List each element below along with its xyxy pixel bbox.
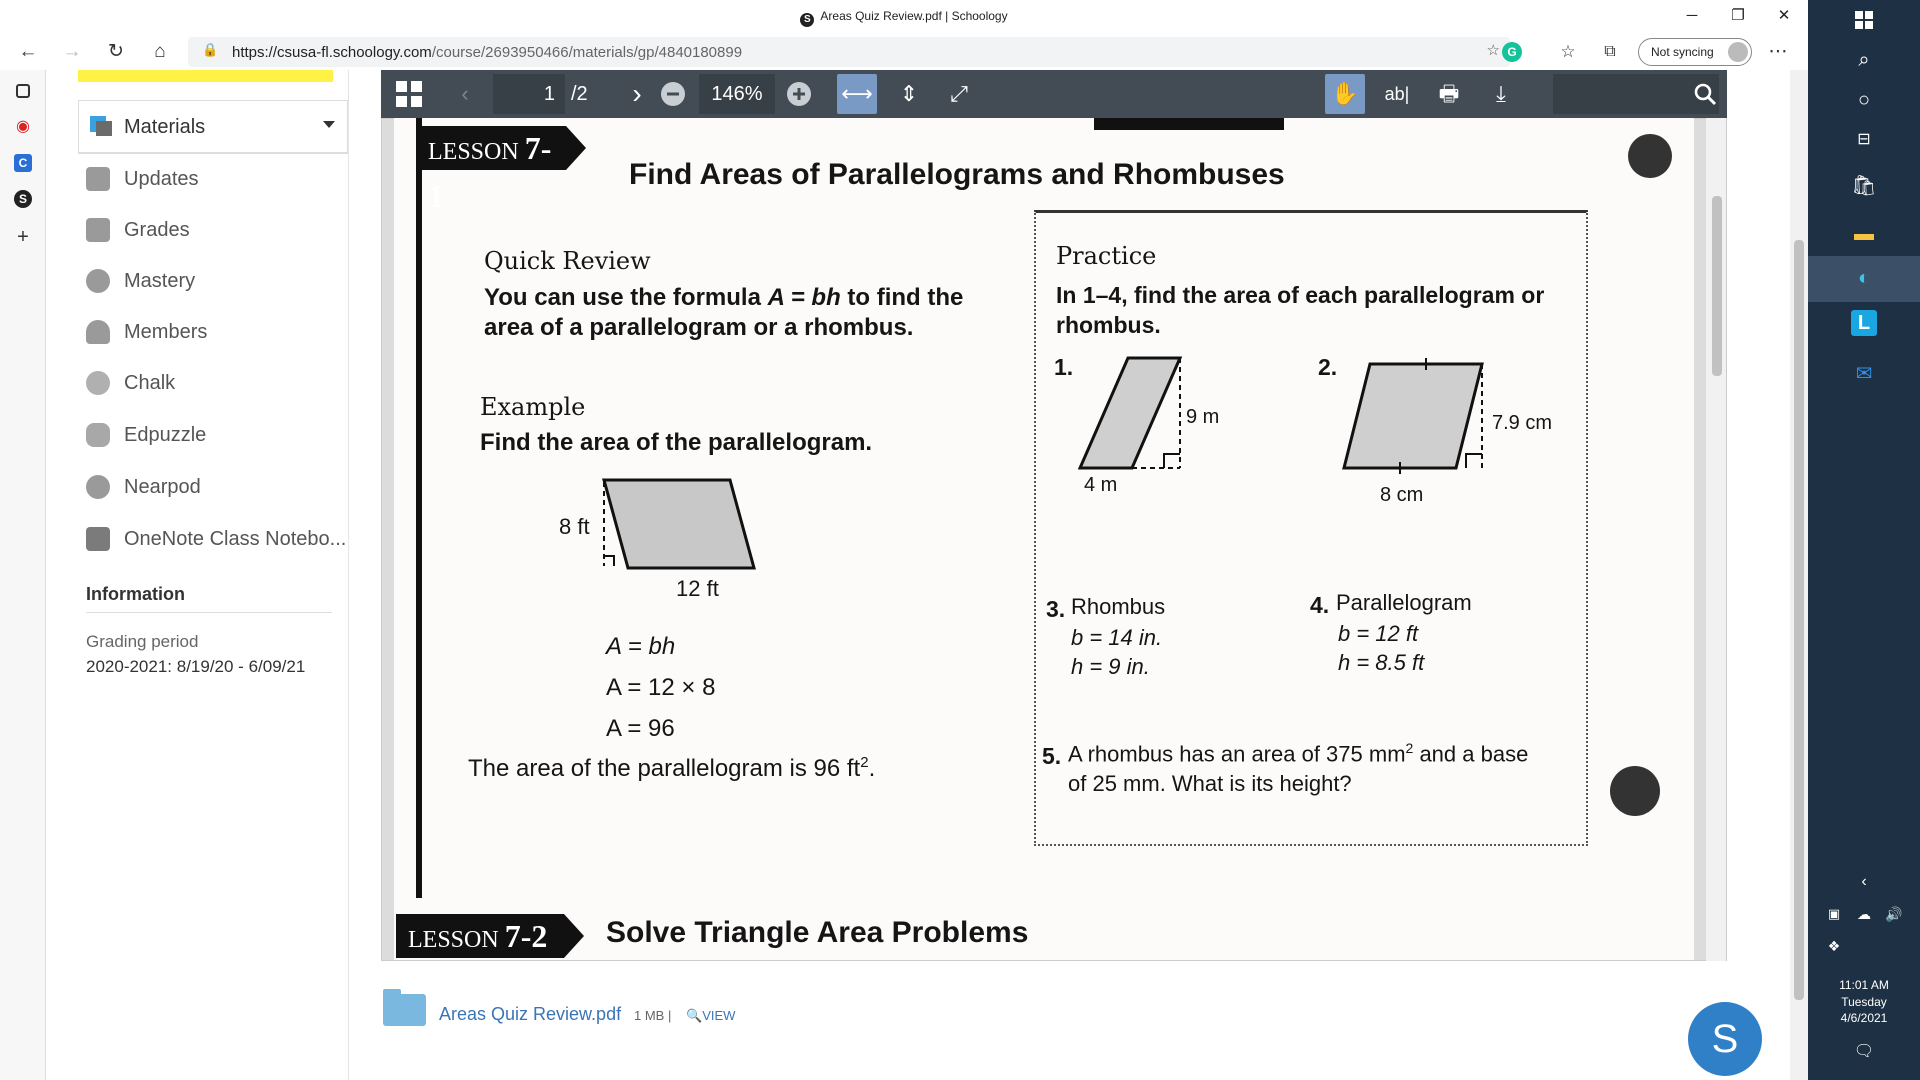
problem-1-number: 1.: [1054, 354, 1074, 380]
example-parallelogram: [594, 478, 764, 578]
tab-actions-icon[interactable]: [16, 84, 30, 98]
quick-review-line1: You can use the formula A = bh to find the: [484, 284, 964, 311]
schoology-tab-icon[interactable]: S: [14, 190, 32, 208]
taskbar-day[interactable]: Tuesday: [1841, 995, 1887, 1009]
nav-item-label: Edpuzzle: [124, 424, 207, 446]
nav-item-label: Mastery: [124, 270, 196, 292]
task-view-icon[interactable]: ⊟: [1857, 131, 1871, 148]
browser-toolbar: [0, 34, 1808, 70]
problem-4-height: h = 8.5 ft: [1338, 650, 1425, 675]
problem-3-height: h = 9 in.: [1071, 654, 1150, 679]
nav-divider: [348, 70, 349, 1080]
search-icon[interactable]: [1685, 74, 1725, 114]
nav-item-label: Chalk: [124, 372, 176, 394]
meet-now-icon[interactable]: ▣: [1827, 906, 1841, 921]
lesson-7-1-title: Find Areas of Parallelograms and Rhombuses: [629, 158, 1285, 191]
example-base-label: 12 ft: [676, 576, 719, 601]
edpuzzle-icon: [86, 423, 110, 447]
nav-item-updates[interactable]: [78, 158, 348, 198]
previous-page-icon[interactable]: ‹: [461, 81, 469, 106]
favorite-star-icon[interactable]: ☆: [1486, 42, 1500, 59]
mastery-icon: [86, 269, 110, 293]
members-icon: [86, 320, 110, 344]
problem-2-height-label: 7.9 cm: [1492, 412, 1553, 434]
taskbar-time[interactable]: 11:01 AM: [1839, 978, 1889, 992]
header-art-fragment: [1094, 118, 1284, 130]
c-extension-icon[interactable]: C: [14, 154, 32, 172]
windows-taskbar: [1808, 0, 1920, 1080]
grades-icon: [86, 218, 110, 242]
file-size: 1 MB |: [634, 1008, 672, 1023]
zoom-level-input[interactable]: 146%: [699, 74, 775, 114]
pdf-scrollbar[interactable]: [1706, 118, 1726, 961]
practice-instructions-line2: rhombus.: [1056, 312, 1161, 338]
problem-5-number: 5.: [1042, 743, 1062, 769]
pdf-toolbar: [381, 70, 1727, 118]
practice-instructions-line1: In 1–4, find the area of each parallelogram or: [1056, 282, 1545, 308]
binder-hole-icon: [1628, 134, 1672, 178]
problem-5-line1: A rhombus has an area of 375 $mm^2$ and a base: [1068, 740, 1529, 767]
practice-heading: Practice: [1056, 242, 1157, 270]
dropbox-icon[interactable]: ❖: [1827, 938, 1841, 954]
example-step-3: A = 96: [606, 715, 675, 742]
profile-avatar-icon: [1728, 42, 1748, 62]
fullscreen-icon[interactable]: ⤢: [950, 81, 968, 106]
problem-3-number: 3.: [1046, 596, 1066, 622]
materials-icon: [89, 115, 113, 137]
restore-button[interactable]: ❐: [1731, 7, 1745, 24]
hand-tool-icon[interactable]: ✋: [1325, 74, 1365, 114]
example-conclusion: The area of the parallelogram is 96 $ft^2$.: [468, 754, 876, 782]
grading-period-label: Grading period: [86, 632, 199, 651]
more-menu-icon[interactable]: ⋯: [1768, 41, 1788, 62]
grading-period-value: 2020-2021: 8/19/20 - 6/09/21: [86, 657, 306, 676]
file-explorer-icon[interactable]: ▬: [1854, 223, 1874, 245]
file-name-link[interactable]: Areas Quiz Review.pdf: [439, 1004, 622, 1024]
information-divider: [86, 612, 332, 613]
updates-icon: [86, 167, 110, 191]
back-icon[interactable]: ←: [18, 41, 38, 62]
lock-icon: 🔒: [202, 42, 219, 57]
lesson-side-rule: [416, 118, 422, 898]
problem-3-base: b = 14 in.: [1071, 625, 1163, 650]
volume-icon[interactable]: 🔊: [1885, 906, 1903, 922]
problem-2-number: 2.: [1318, 354, 1338, 380]
problem-4-base: b = 12 ft: [1338, 621, 1419, 646]
nav-item-members[interactable]: [78, 311, 348, 351]
magnifier-icon: 🔍: [686, 1008, 703, 1023]
nav-item-label: Updates: [124, 168, 199, 190]
nav-item-mastery[interactable]: [78, 260, 348, 300]
record-extension-icon[interactable]: ◉: [16, 118, 30, 135]
nav-materials-label: Materials: [124, 116, 206, 138]
text-select-icon[interactable]: ab|: [1384, 84, 1410, 104]
search-icon[interactable]: ⌕: [1858, 49, 1870, 71]
download-icon[interactable]: ⤓: [1496, 81, 1506, 106]
profile-button[interactable]: Not syncing: [1638, 38, 1752, 66]
nav-item-onenote[interactable]: [78, 518, 348, 558]
page-scrollbar-thumb[interactable]: [1794, 240, 1804, 1000]
example-step-2: A = 12 × 8: [606, 674, 716, 701]
fit-page-icon[interactable]: ⇕: [899, 81, 919, 106]
page-scrollbar[interactable]: [1790, 70, 1808, 1080]
nav-item-label: OneNote Class Notebo...: [124, 528, 347, 550]
lanschool-icon[interactable]: L: [1851, 310, 1877, 336]
add-tab-icon[interactable]: +: [17, 226, 29, 248]
print-icon[interactable]: 🖶: [1438, 81, 1460, 106]
notifications-icon[interactable]: 🗨: [1853, 1043, 1875, 1060]
schoology-help-button[interactable]: S: [1688, 1002, 1762, 1076]
lesson-7-2-title: Solve Triangle Area Problems: [606, 916, 1029, 949]
collections-icon[interactable]: ⧉: [1604, 43, 1616, 60]
example-height-label: 8 ft: [559, 514, 590, 539]
nav-item-edpuzzle[interactable]: [78, 414, 348, 454]
problem-4-number: 4.: [1310, 592, 1330, 618]
binder-hole-icon: [1610, 766, 1660, 816]
example-heading: Example: [480, 393, 586, 421]
view-file-link[interactable]: 🔍VIEW: [686, 1008, 736, 1023]
edge-sidebar: [0, 70, 46, 1080]
nearpod-icon: [86, 475, 110, 499]
window-title: S Areas Quiz Review.pdf | Schoology: [0, 9, 1808, 27]
thumbnails-grid-icon[interactable]: [389, 74, 429, 114]
store-icon[interactable]: 🛍: [1851, 175, 1877, 197]
taskbar-date[interactable]: 4/6/2021: [1840, 1011, 1888, 1025]
nav-item-label: Members: [124, 321, 208, 343]
refresh-icon[interactable]: ↻: [108, 41, 124, 62]
nav-item-label: Nearpod: [124, 476, 201, 498]
pdf-scrollbar-thumb[interactable]: [1712, 196, 1722, 376]
browser-titlebar: [0, 0, 1808, 34]
nav-materials[interactable]: [78, 100, 348, 154]
course-banner: [78, 70, 333, 82]
page-total: /2: [571, 83, 588, 105]
lesson-7-1-tag: LESSON 7-1: [416, 126, 566, 170]
problem-3-title: Rhombus: [1071, 594, 1166, 619]
minimize-button[interactable]: ─: [1686, 7, 1698, 24]
nav-item-chalk[interactable]: [78, 362, 348, 402]
home-icon[interactable]: ⌂: [154, 41, 166, 62]
problem-1-base-label: 4 m: [1084, 474, 1118, 496]
windows-start-icon[interactable]: [1848, 4, 1880, 36]
next-page-icon[interactable]: ›: [632, 78, 642, 109]
onedrive-icon[interactable]: ☁: [1857, 906, 1871, 922]
show-hidden-icons-icon[interactable]: ‹: [1861, 873, 1867, 890]
problem-1-parallelogram: [1078, 354, 1188, 474]
schoology-favicon-icon: S: [800, 13, 814, 27]
information-heading: Information: [86, 584, 185, 604]
cortana-icon[interactable]: ○: [1857, 89, 1871, 111]
example-step-1: A = bh: [606, 633, 676, 660]
chalk-icon: [86, 371, 110, 395]
edge-browser-icon[interactable]: ◐: [1857, 267, 1871, 289]
zoom-out-icon[interactable]: [653, 74, 693, 114]
chevron-down-icon[interactable]: [323, 121, 335, 128]
favorites-icon[interactable]: ☆: [1560, 42, 1576, 61]
lesson-7-2-tag: LESSON 7-2: [396, 914, 564, 958]
fit-width-icon[interactable]: ⟷: [837, 74, 877, 114]
zoom-in-icon[interactable]: [779, 74, 819, 114]
pdf-page: [394, 118, 1694, 960]
problem-1-height-label: 9 m: [1186, 406, 1220, 428]
folder-icon: [383, 994, 426, 1026]
url-text: https://csusa-fl.schoology.com/course/2693950466/materials/gp/4840180899: [232, 44, 743, 61]
nav-item-label: Grades: [124, 219, 190, 241]
onenote-icon: [86, 527, 110, 551]
quick-review-heading: Quick Review: [484, 247, 651, 275]
grammarly-extension-icon[interactable]: G: [1502, 42, 1522, 62]
address-bar[interactable]: [188, 37, 1510, 67]
mail-icon[interactable]: ✉: [1855, 363, 1873, 385]
nav-item-grades[interactable]: [78, 209, 348, 249]
quick-review-line2: area of a parallelogram or a rhombus.: [484, 314, 914, 341]
example-text: Find the area of the parallelogram.: [480, 429, 873, 456]
page-number-input[interactable]: 1: [493, 74, 565, 114]
problem-5-line2: of 25 mm. What is its height?: [1068, 771, 1352, 796]
problem-2-rhombus: [1338, 358, 1484, 478]
problem-4-title: Parallelogram: [1336, 590, 1472, 615]
forward-icon[interactable]: →: [62, 41, 82, 62]
problem-2-base-label: 8 cm: [1380, 484, 1424, 506]
close-window-button[interactable]: ✕: [1777, 7, 1791, 24]
nav-item-nearpod[interactable]: [78, 466, 348, 506]
